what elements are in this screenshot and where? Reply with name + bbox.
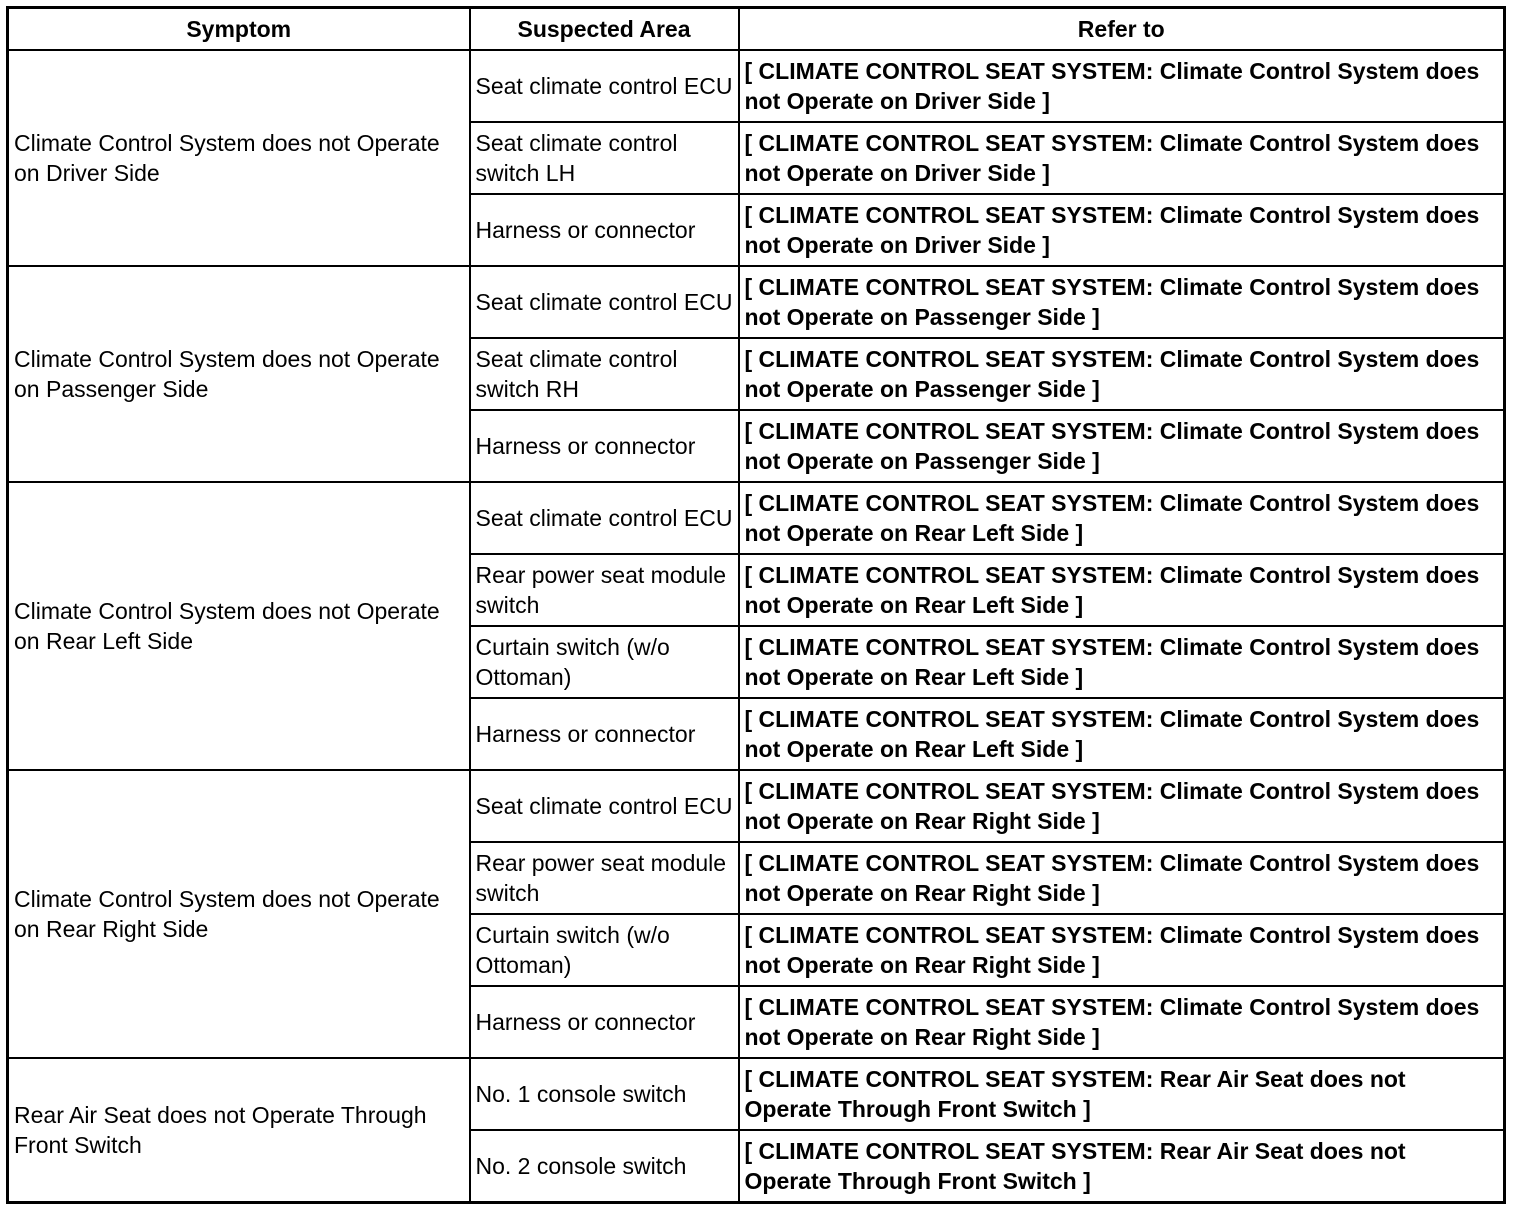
header-suspected-area: Suspected Area <box>470 8 739 51</box>
table-row <box>8 266 1505 338</box>
suspected-area-cell: Harness or connector <box>470 194 739 266</box>
suspected-area-cell: No. 2 console switch <box>470 1130 739 1202</box>
suspected-area-cell: No. 1 console switch <box>470 1058 739 1130</box>
refer-to-link[interactable]: [ CLIMATE CONTROL SEAT SYSTEM: Climate Control System does not Operate on Driver Side ] <box>739 122 1505 194</box>
refer-to-link[interactable]: [ CLIMATE CONTROL SEAT SYSTEM: Climate Control System does not Operate on Rear Left Side ] <box>739 482 1505 554</box>
table-row <box>8 770 1505 842</box>
suspected-area-cell: Seat climate control ECU <box>470 50 739 122</box>
header-symptom: Symptom <box>8 8 470 51</box>
suspected-area-cell: Rear power seat module switch <box>470 554 739 626</box>
suspected-area-cell: Seat climate control ECU <box>470 482 739 554</box>
symptom-cell: Rear Air Seat does not Operate Through Front Switch <box>8 1058 470 1202</box>
suspected-area-cell: Harness or connector <box>470 410 739 482</box>
refer-to-link[interactable]: [ CLIMATE CONTROL SEAT SYSTEM: Climate Control System does not Operate on Rear Right Side ] <box>739 914 1505 986</box>
suspected-area-cell: Seat climate control ECU <box>470 770 739 842</box>
symptom-cell: Climate Control System does not Operate on Passenger Side <box>8 266 470 482</box>
suspected-area-cell: Curtain switch (w/o Ottoman) <box>470 626 739 698</box>
suspected-area-cell: Harness or connector <box>470 986 739 1058</box>
refer-to-link[interactable]: [ CLIMATE CONTROL SEAT SYSTEM: Climate Control System does not Operate on Passenger Side ] <box>739 266 1505 338</box>
table-row <box>8 482 1505 554</box>
refer-to-link[interactable]: [ CLIMATE CONTROL SEAT SYSTEM: Rear Air Seat does not Operate Through Front Switch ] <box>739 1130 1505 1202</box>
refer-to-link[interactable]: [ CLIMATE CONTROL SEAT SYSTEM: Climate Control System does not Operate on Rear Right Side ] <box>739 842 1505 914</box>
table-row <box>8 50 1505 122</box>
header-row <box>8 8 1505 51</box>
suspected-area-cell: Curtain switch (w/o Ottoman) <box>470 914 739 986</box>
symptom-cell: Climate Control System does not Operate on Rear Left Side <box>8 482 470 770</box>
suspected-area-cell: Harness or connector <box>470 698 739 770</box>
refer-to-link[interactable]: [ CLIMATE CONTROL SEAT SYSTEM: Climate Control System does not Operate on Rear Right Side ] <box>739 986 1505 1058</box>
header-refer-to: Refer to <box>739 8 1505 51</box>
table-row <box>8 1058 1505 1130</box>
symptom-cell: Climate Control System does not Operate on Rear Right Side <box>8 770 470 1058</box>
refer-to-link[interactable]: [ CLIMATE CONTROL SEAT SYSTEM: Climate Control System does not Operate on Rear Left Side ] <box>739 626 1505 698</box>
symptom-cell: Climate Control System does not Operate on Driver Side <box>8 50 470 266</box>
refer-to-link[interactable]: [ CLIMATE CONTROL SEAT SYSTEM: Climate Control System does not Operate on Rear Right Side ] <box>739 770 1505 842</box>
refer-to-link[interactable]: [ CLIMATE CONTROL SEAT SYSTEM: Climate Control System does not Operate on Rear Left Side ] <box>739 698 1505 770</box>
refer-to-link[interactable]: [ CLIMATE CONTROL SEAT SYSTEM: Climate Control System does not Operate on Rear Left Side ] <box>739 554 1505 626</box>
refer-to-link[interactable]: [ CLIMATE CONTROL SEAT SYSTEM: Rear Air Seat does not Operate Through Front Switch ] <box>739 1058 1505 1130</box>
refer-to-link[interactable]: [ CLIMATE CONTROL SEAT SYSTEM: Climate Control System does not Operate on Driver Side ] <box>739 50 1505 122</box>
troubleshooting-table-frame <box>6 6 1506 1204</box>
refer-to-link[interactable]: [ CLIMATE CONTROL SEAT SYSTEM: Climate Control System does not Operate on Passenger Side ] <box>739 338 1505 410</box>
problem-symptoms-table <box>6 6 1506 1204</box>
suspected-area-cell: Seat climate control switch LH <box>470 122 739 194</box>
suspected-area-cell: Rear power seat module switch <box>470 842 739 914</box>
refer-to-link[interactable]: [ CLIMATE CONTROL SEAT SYSTEM: Climate Control System does not Operate on Driver Side ] <box>739 194 1505 266</box>
refer-to-link[interactable]: [ CLIMATE CONTROL SEAT SYSTEM: Climate Control System does not Operate on Passenger Side ] <box>739 410 1505 482</box>
suspected-area-cell: Seat climate control switch RH <box>470 338 739 410</box>
suspected-area-cell: Seat climate control ECU <box>470 266 739 338</box>
